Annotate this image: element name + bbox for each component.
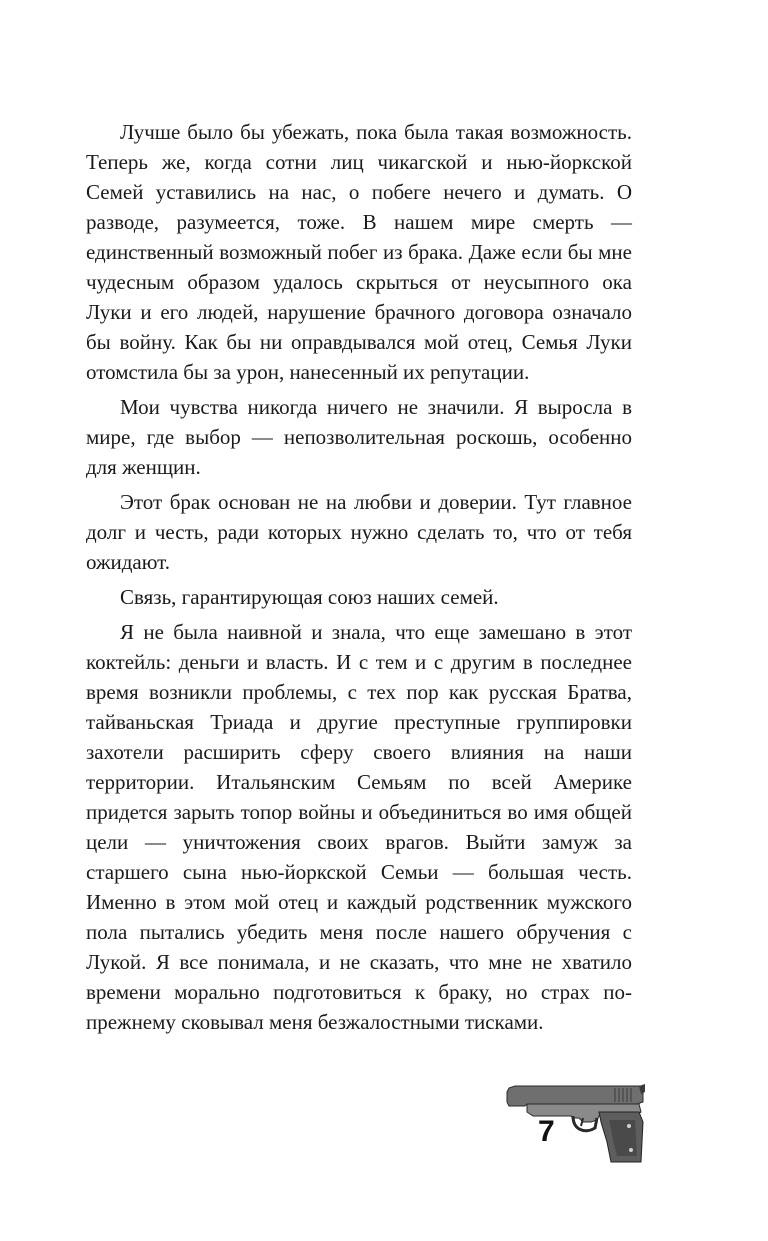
body-text bbox=[86, 117, 632, 1042]
paragraph-2: Мои чувства никогда ничего не значили. Я выросла в мире, где выбор — непозволительная роскошь, особенно для женщин. bbox=[86, 395, 632, 479]
paragraph-1: Лучше было бы убежать, пока была такая возможность. Теперь же, когда сотни лиц чикагской и нью-йоркской Семей уставились на нас, о побеге нечего и думать. О разводе, разумеется, тоже. В нашем мире смерть — единственный возможный побег из брака. Даже если бы мне чудесным образом удалось скрыться от неусыпного ока Луки и его людей, нарушение брачного договора означало бы войну. Как бы ни оправдывался мой отец, Семья Луки отомстила бы за урон, нанесенный их репутации. bbox=[86, 120, 632, 384]
page-number: 7 bbox=[538, 1115, 555, 1148]
paragraph-4: Связь, гарантирующая союз наших семей. bbox=[120, 585, 499, 609]
paragraph-5: Я не была наивной и знала, что еще замешано в этот коктейль: деньги и власть. И с тем и с другим в последнее время возникли проблемы, с тех пор как русская Братва, тайваньская Триада и другие преступные группировки захотели расширить сферу своего влияния на наши территории. Итальянским Семьям по всей Америке придется зарыть топор войны и объединиться во имя общей цели — уничтожения своих врагов. Выйти замуж за старшего сына нью-йоркской Семьи — большая честь. Именно в этом мой отец и каждый родственник мужского пола пытались убедить меня после нашего обручения с Лукой. Я все понимала, и не сказать, что мне не хватило времени морально подготовиться к браку, но страх по-прежнему сковывал меня безжалостными тисками. bbox=[86, 620, 632, 1034]
paragraph-3: Этот брак основан не на любви и доверии. Тут главное долг и честь, ради которых нужно сделать то, что от тебя ожидают. bbox=[86, 490, 632, 574]
pistol-icon bbox=[503, 1082, 645, 1166]
